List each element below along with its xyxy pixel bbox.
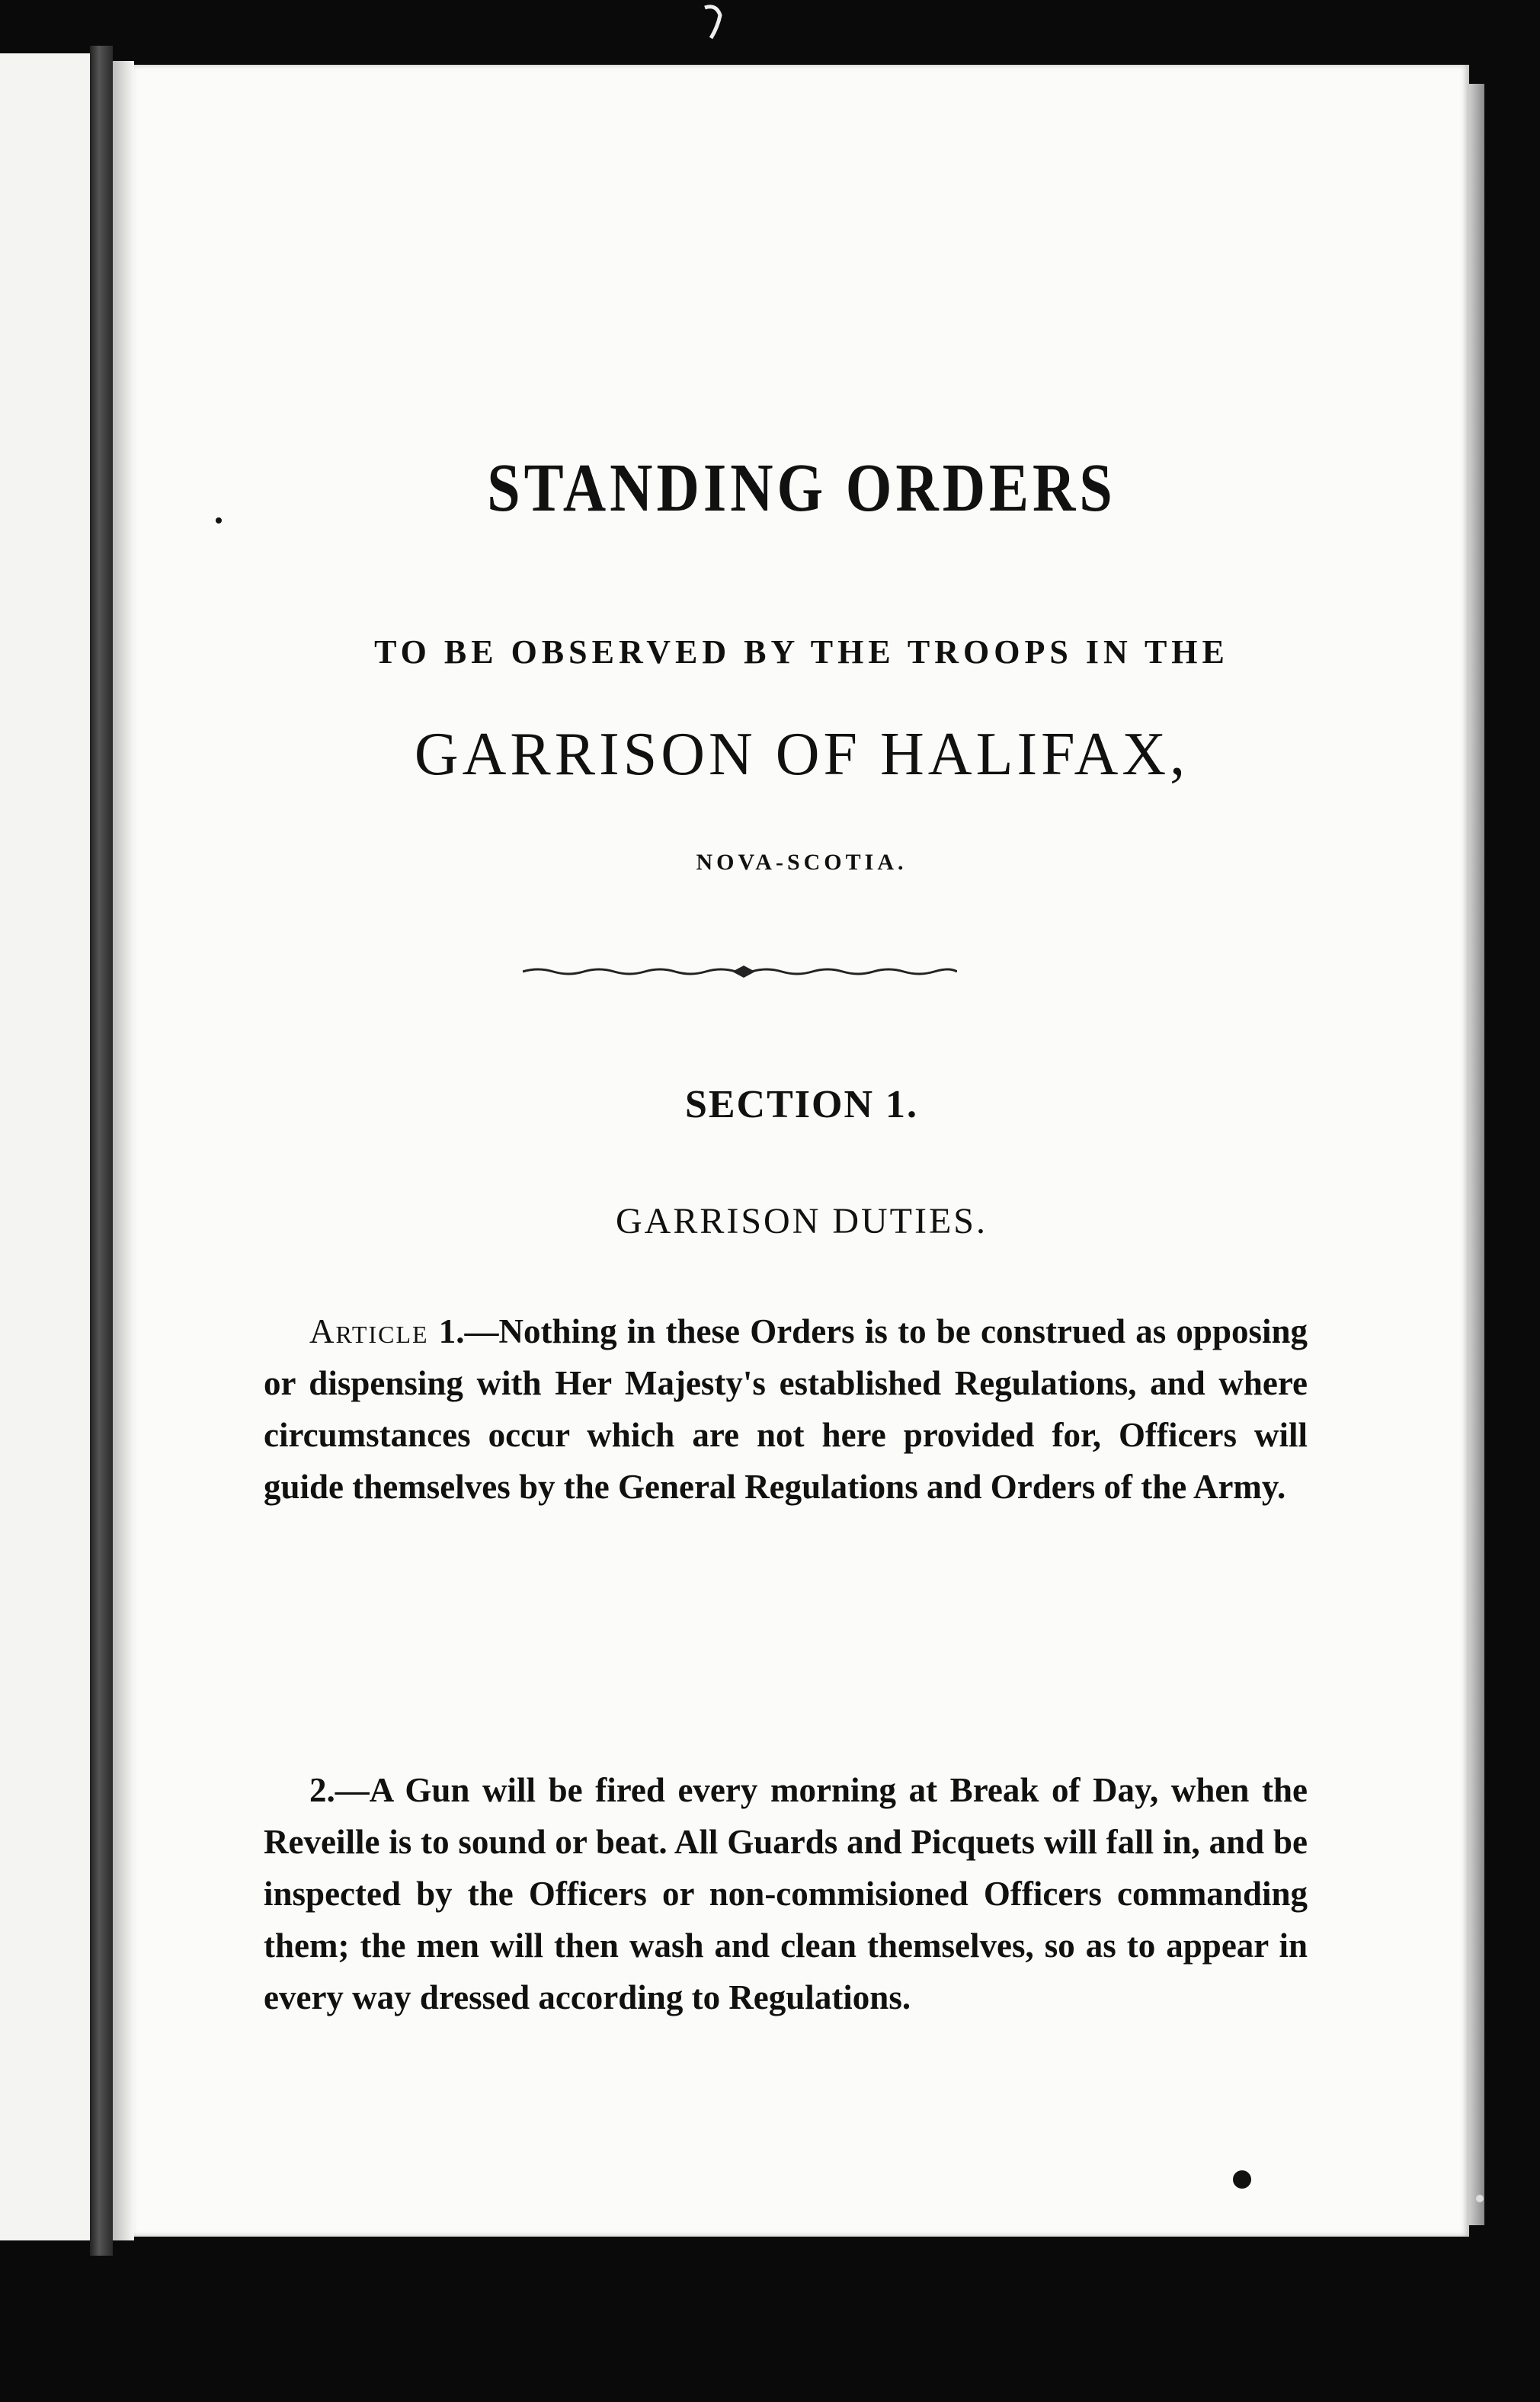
section-title: GARRISON DUTIES. — [615, 1201, 988, 1241]
article-text: —A Gun will be fired every morning at Break of Day, when the Reveille is to sound or beat. All Guards and Picquets will fall in, and be inspected by the Officers or non-commisioned Officers commanding them; the men will then wash and clean themselves, so as to appear in every way dressed according to Regulations. — [264, 1771, 1308, 2016]
article-number: 2. — [309, 1771, 335, 1809]
scan-mark — [705, 7, 720, 38]
article-label: Article — [309, 1312, 429, 1350]
article-text: —Nothing in these Orders is to be construed as opposing or dispensing with Her Majesty's established Regulations, and where circumstances occur which are not here provided for, Officers will guide themselves by the General Regulations and Orders of the Army. — [264, 1312, 1308, 1506]
document-subtitle: TO BE OBSERVED BY THE TROOPS IN THE — [374, 633, 1229, 671]
ink-blot — [1233, 2170, 1251, 2189]
garrison-name: GARRISON OF HALIFAX, — [414, 721, 1189, 788]
speck — [216, 517, 222, 524]
province-name: NOVA-SCOTIA. — [696, 850, 908, 875]
document-title: STANDING ORDERS — [487, 449, 1116, 526]
article-number: 1. — [438, 1312, 465, 1350]
speck — [1476, 2195, 1484, 2202]
section-heading: SECTION 1. — [684, 1083, 919, 1126]
